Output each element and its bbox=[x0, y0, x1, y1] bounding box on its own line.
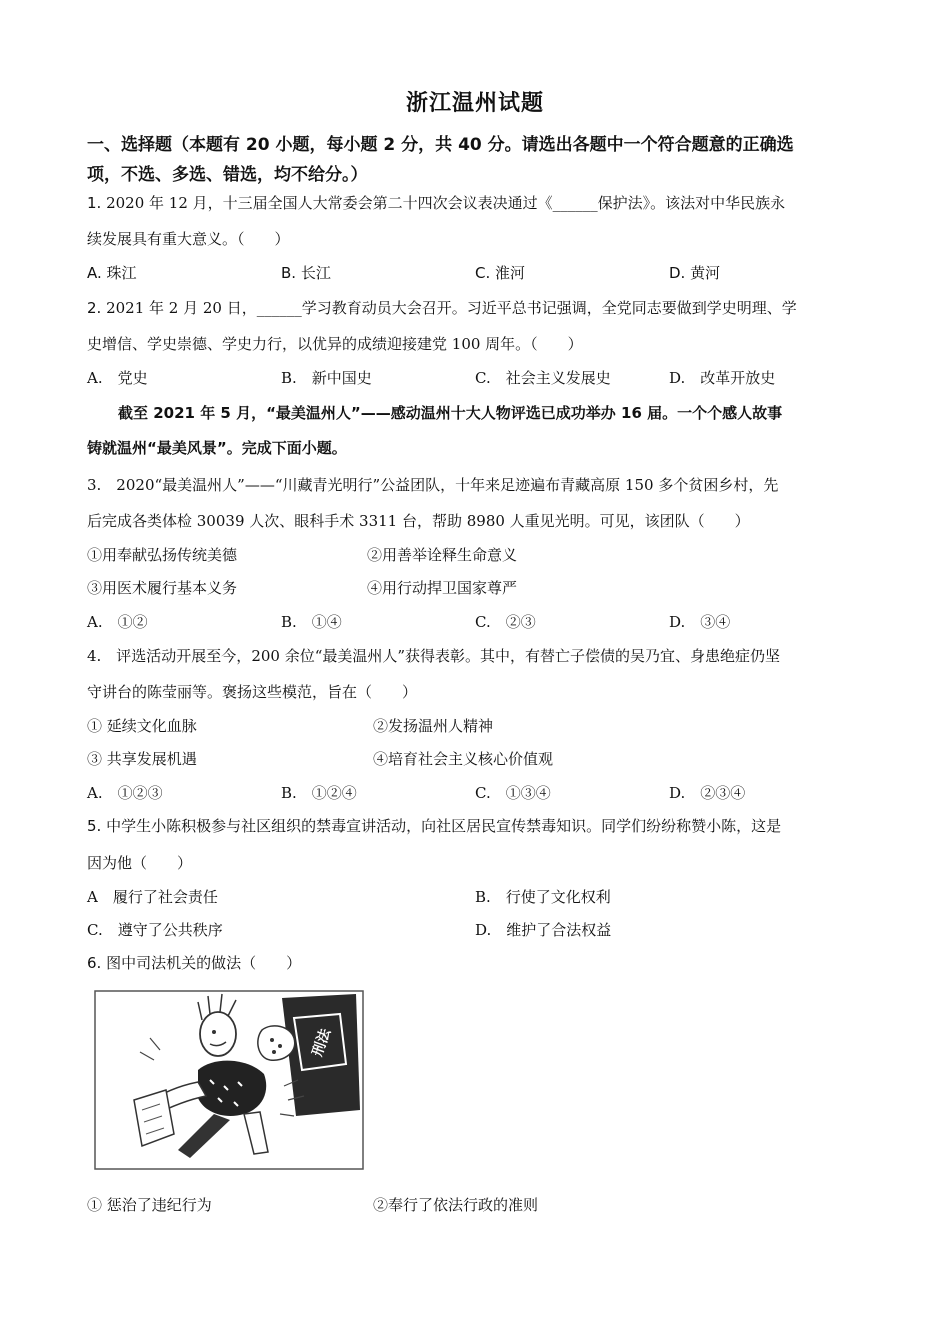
question-4-line-1: 4. 评选活动开展至今，200 余位“最美温州人”获得表彰。其中，有替亡子偿债的吴乃宜、身患绝症仍坚 bbox=[87, 647, 781, 665]
material-line-1: 截至 2021 年 5 月，“最美温州人”——感动温州十大人物评选已成功举办 16 届。一个个感人故事 bbox=[118, 404, 783, 422]
question-1-option-a: A. 珠江 bbox=[87, 264, 137, 282]
question-2-option-d: D. 改革开放史 bbox=[669, 369, 776, 387]
question-1-option-d: D. 黄河 bbox=[669, 264, 721, 282]
question-4-option-b: B. ①②④ bbox=[281, 784, 357, 802]
question-6-number: 6. bbox=[87, 954, 102, 972]
question-3-line-2: 后完成各类体检 30039 人次、眼科手术 3311 台，帮助 8980 人重见光明。可见，该团队（ ） bbox=[87, 512, 750, 530]
page-title: 浙江温州试题 bbox=[405, 91, 544, 116]
question-6-text-1: 图中司法机关的做法（ ） bbox=[106, 954, 302, 972]
question-1-line-2: 续发展具有重大意义。（ ） bbox=[87, 230, 290, 248]
question-3-item-2: ②用善举诠释生命意义 bbox=[367, 546, 518, 564]
question-6-item-1: ① 惩治了违纪行为 bbox=[87, 1196, 212, 1214]
section-heading-line-1: 一、选择题（本题有 20 小题，每小题 2 分，共 40 分。请选出各题中一个符合题意的正确选 bbox=[87, 135, 794, 155]
question-2-line-2: 史增信、学史崇德、学史力行，以优异的成绩迎接建党 100 周年。（ ） bbox=[87, 335, 583, 353]
question-5-option-c: C. 遵守了公共秩序 bbox=[87, 921, 223, 939]
cartoon-figure bbox=[94, 990, 364, 1170]
question-5-option-b: B. 行使了文化权利 bbox=[475, 888, 611, 906]
question-4-item-4: ④培育社会主义核心价值观 bbox=[373, 750, 554, 768]
question-5-option-d: D. 维护了合法权益 bbox=[475, 921, 612, 939]
question-4-option-d: D. ②③④ bbox=[669, 784, 746, 802]
question-3-option-d: D. ③④ bbox=[669, 613, 731, 631]
question-6-line-1 bbox=[87, 952, 867, 974]
question-2-option-c: C. 社会主义发展史 bbox=[475, 369, 611, 387]
material-line-2: 铸就温州“最美风景”。完成下面小题。 bbox=[87, 439, 347, 457]
question-4-item-1: ① 延续文化血脉 bbox=[87, 717, 197, 735]
question-3-line-1: 3. 2020“最美温州人”——“川藏青光明行”公益团队，十年来足迹遍布青藏高原 150 多个贫困乡村，先 bbox=[87, 476, 779, 494]
question-3-option-b: B. ①④ bbox=[281, 613, 342, 631]
question-3-item-1: ①用奉献弘扬传统美德 bbox=[87, 546, 238, 564]
question-6-item-2: ②奉行了依法行政的准则 bbox=[373, 1196, 539, 1214]
question-1-text-1: 2020 年 12 月，十三届全国人大常委会第二十四次会议表决通过《______保护法》。该法对中华民族永 bbox=[106, 194, 786, 212]
question-4-item-3: ③ 共享发展机遇 bbox=[87, 750, 197, 768]
question-1-line-1 bbox=[87, 192, 867, 214]
question-5-option-a: A 履行了社会责任 bbox=[87, 888, 218, 906]
law-book-label: 刑法 bbox=[309, 1026, 335, 1059]
question-4-item-2: ②发扬温州人精神 bbox=[373, 717, 494, 735]
section-heading-line-2: 项，不选、多选、错选，均不给分。） bbox=[87, 165, 368, 185]
question-2-option-b: B. 新中国史 bbox=[281, 369, 372, 387]
question-4-option-c: C. ①③④ bbox=[475, 784, 551, 802]
question-1-option-b: B. 长江 bbox=[281, 264, 331, 282]
question-5-line-2: 因为他（ ） bbox=[87, 854, 193, 872]
question-5-number: 5. bbox=[87, 817, 102, 835]
question-5-line-1 bbox=[87, 815, 867, 837]
question-3-item-3: ③用医术履行基本义务 bbox=[87, 579, 238, 597]
question-2-option-a: A. 党史 bbox=[87, 369, 148, 387]
question-3-item-4: ④用行动捍卫国家尊严 bbox=[367, 579, 518, 597]
hand-shape bbox=[258, 1026, 295, 1060]
question-3-option-c: C. ②③ bbox=[475, 613, 536, 631]
question-2-number: 2. bbox=[87, 299, 102, 317]
question-2-text-1: 2021 年 2 月 20 日，______学习教育动员大会召开。习近平总书记强调，全党同志要做到学史明理、学 bbox=[106, 299, 797, 317]
question-1-option-c: C. 淮河 bbox=[475, 264, 526, 282]
question-3-option-a: A. ①② bbox=[87, 613, 148, 631]
question-1-number: 1. bbox=[87, 194, 102, 212]
question-4-line-2: 守讲台的陈莹丽等。褒扬这些模范，旨在（ ） bbox=[87, 683, 418, 701]
question-5-text-1: 中学生小陈积极参与社区组织的禁毒宣讲活动，向社区居民宣传禁毒知识。同学们纷纷称赞小陈，这是 bbox=[106, 817, 782, 835]
question-4-option-a: A. ①②③ bbox=[87, 784, 163, 802]
question-2-line-1 bbox=[87, 297, 867, 319]
